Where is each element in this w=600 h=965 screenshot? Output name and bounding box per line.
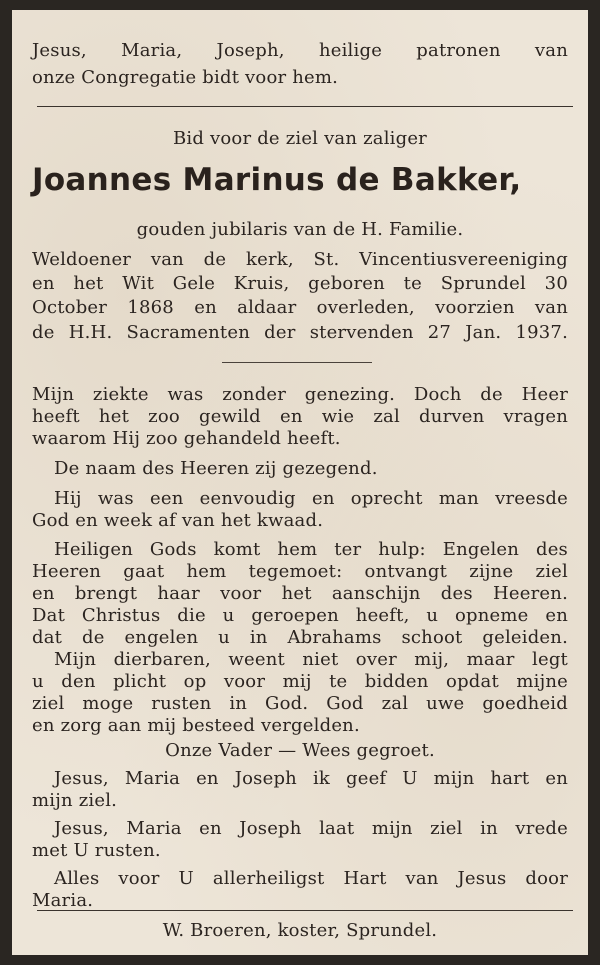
biography-line-4: de H.H. Sacramenten der stervenden 27 Jan. 1937. [32,322,568,343]
biography-line-1: Weldoener van de kerk, St. Vincentiusvereeniging [32,249,568,270]
verse-line: waarom Hij zoo gehandeld heeft. [32,428,341,449]
verse-line: Jesus, Maria en Joseph laat mijn ziel in vrede [54,818,568,839]
bottom-divider [37,910,573,911]
verse-line: De naam des Heeren zij gezegend. [54,458,378,479]
verse-line: Mijn dierbaren, weent niet over mij, maar legt [54,649,568,670]
biography-line-3: October 1868 en aldaar overleden, voorzien van [32,297,568,318]
deceased-name: Joannes Marinus de Bakker, [32,162,522,198]
memorial-card [12,10,588,955]
verse-line: en zorg aan mij besteed vergelden. [32,715,360,736]
intro-text: Bid voor de ziel van zaliger [173,128,427,149]
top-divider [37,106,573,107]
top-prayer-line-2: onze Congregatie bidt voor hem. [32,67,339,88]
verse-line: mijn ziel. [32,790,118,811]
verse-line: ziel moge rusten in God. God zal uwe goedheid [32,693,568,714]
middle-divider [222,362,372,363]
verse-line: Alles voor U allerheiligst Hart van Jesus door [54,868,568,889]
verse-line: Dat Christus die u geroepen heeft, u opneme en [32,605,568,626]
verse-line: met U rusten. [32,840,161,861]
footer-text: W. Broeren, koster, Sprundel. [162,920,438,941]
verse-line: Heiligen Gods komt hem ter hulp: Engelen des [54,539,568,560]
biography-line-2: en het Wit Gele Kruis, geboren te Sprundel 30 [32,273,568,294]
verse-line: Heeren gaat hem tegemoet: ontvangt zijne ziel [32,561,568,582]
subtitle: gouden jubilaris van de H. Familie. [136,219,464,240]
verse-line: Onze Vader — Wees gegroet. [165,740,435,761]
verse-line: Hij was een eenvoudig en oprecht man vreesde [54,488,568,509]
top-prayer-line-1: Jesus, Maria, Joseph, heilige patronen van [32,40,568,61]
verse-line: God en week af van het kwaad. [32,510,324,531]
verse-line: Mijn ziekte was zonder genezing. Doch de Heer [32,384,568,405]
verse-line: en brengt haar voor het aanschijn des Heeren. [32,583,568,604]
verse-line: u den plicht op voor mij te bidden opdat mijne [32,671,568,692]
verse-line: Maria. [32,890,94,911]
verse-line: Jesus, Maria en Joseph ik geef U mijn hart en [54,768,568,789]
verse-line: heeft het zoo gewild en wie zal durven vragen [32,406,568,427]
verse-line: dat de engelen u in Abrahams schoot geleiden. [32,627,568,648]
